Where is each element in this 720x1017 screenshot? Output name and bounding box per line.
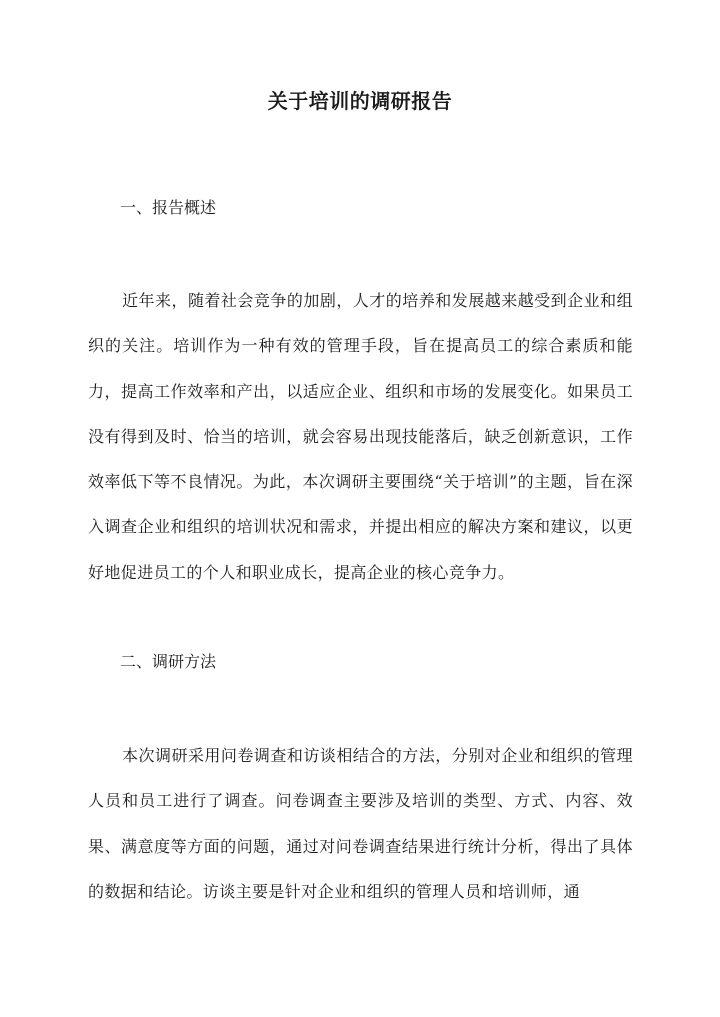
document-title: 关于培训的调研报告 xyxy=(267,89,453,113)
section-heading-methods: 二、调研方法 xyxy=(120,652,217,671)
section-paragraph-methods: 本次调研采用问卷调查和访谈相结合的方法，分别对企业和组织的管理人员和员工进行了调查。问卷调查主要涉及培训的类型、方式、内容、效果、满意度等方面的问题，通过对问卷调查结果进行统计分析，得出了具体的数据和结论。访谈主要是针对企业和组织的管理人员和培训师，通 xyxy=(88,746,633,901)
section-heading-overview: 一、报告概述 xyxy=(120,198,217,217)
section-paragraph-overview: 近年来，随着社会竞争的加剧，人才的培养和发展越来越受到企业和组织的关注。培训作为一种有效的管理手段，旨在提高员工的综合素质和能力，提高工作效率和产出，以适应企业、组织和市场的发展变化。如果员工没有得到及时、恰当的培训，就会容易出现技能落后，缺乏创新意识，工作效率低下等不良情况。为此，本次调研主要围绕“关于培训”的主题，旨在深入调查企业和组织的培训状况和需求，并提出相应的解决方案和建议，以更好地促进员工的个人和职业成长，提高企业的核心竞争力。 xyxy=(88,291,633,582)
